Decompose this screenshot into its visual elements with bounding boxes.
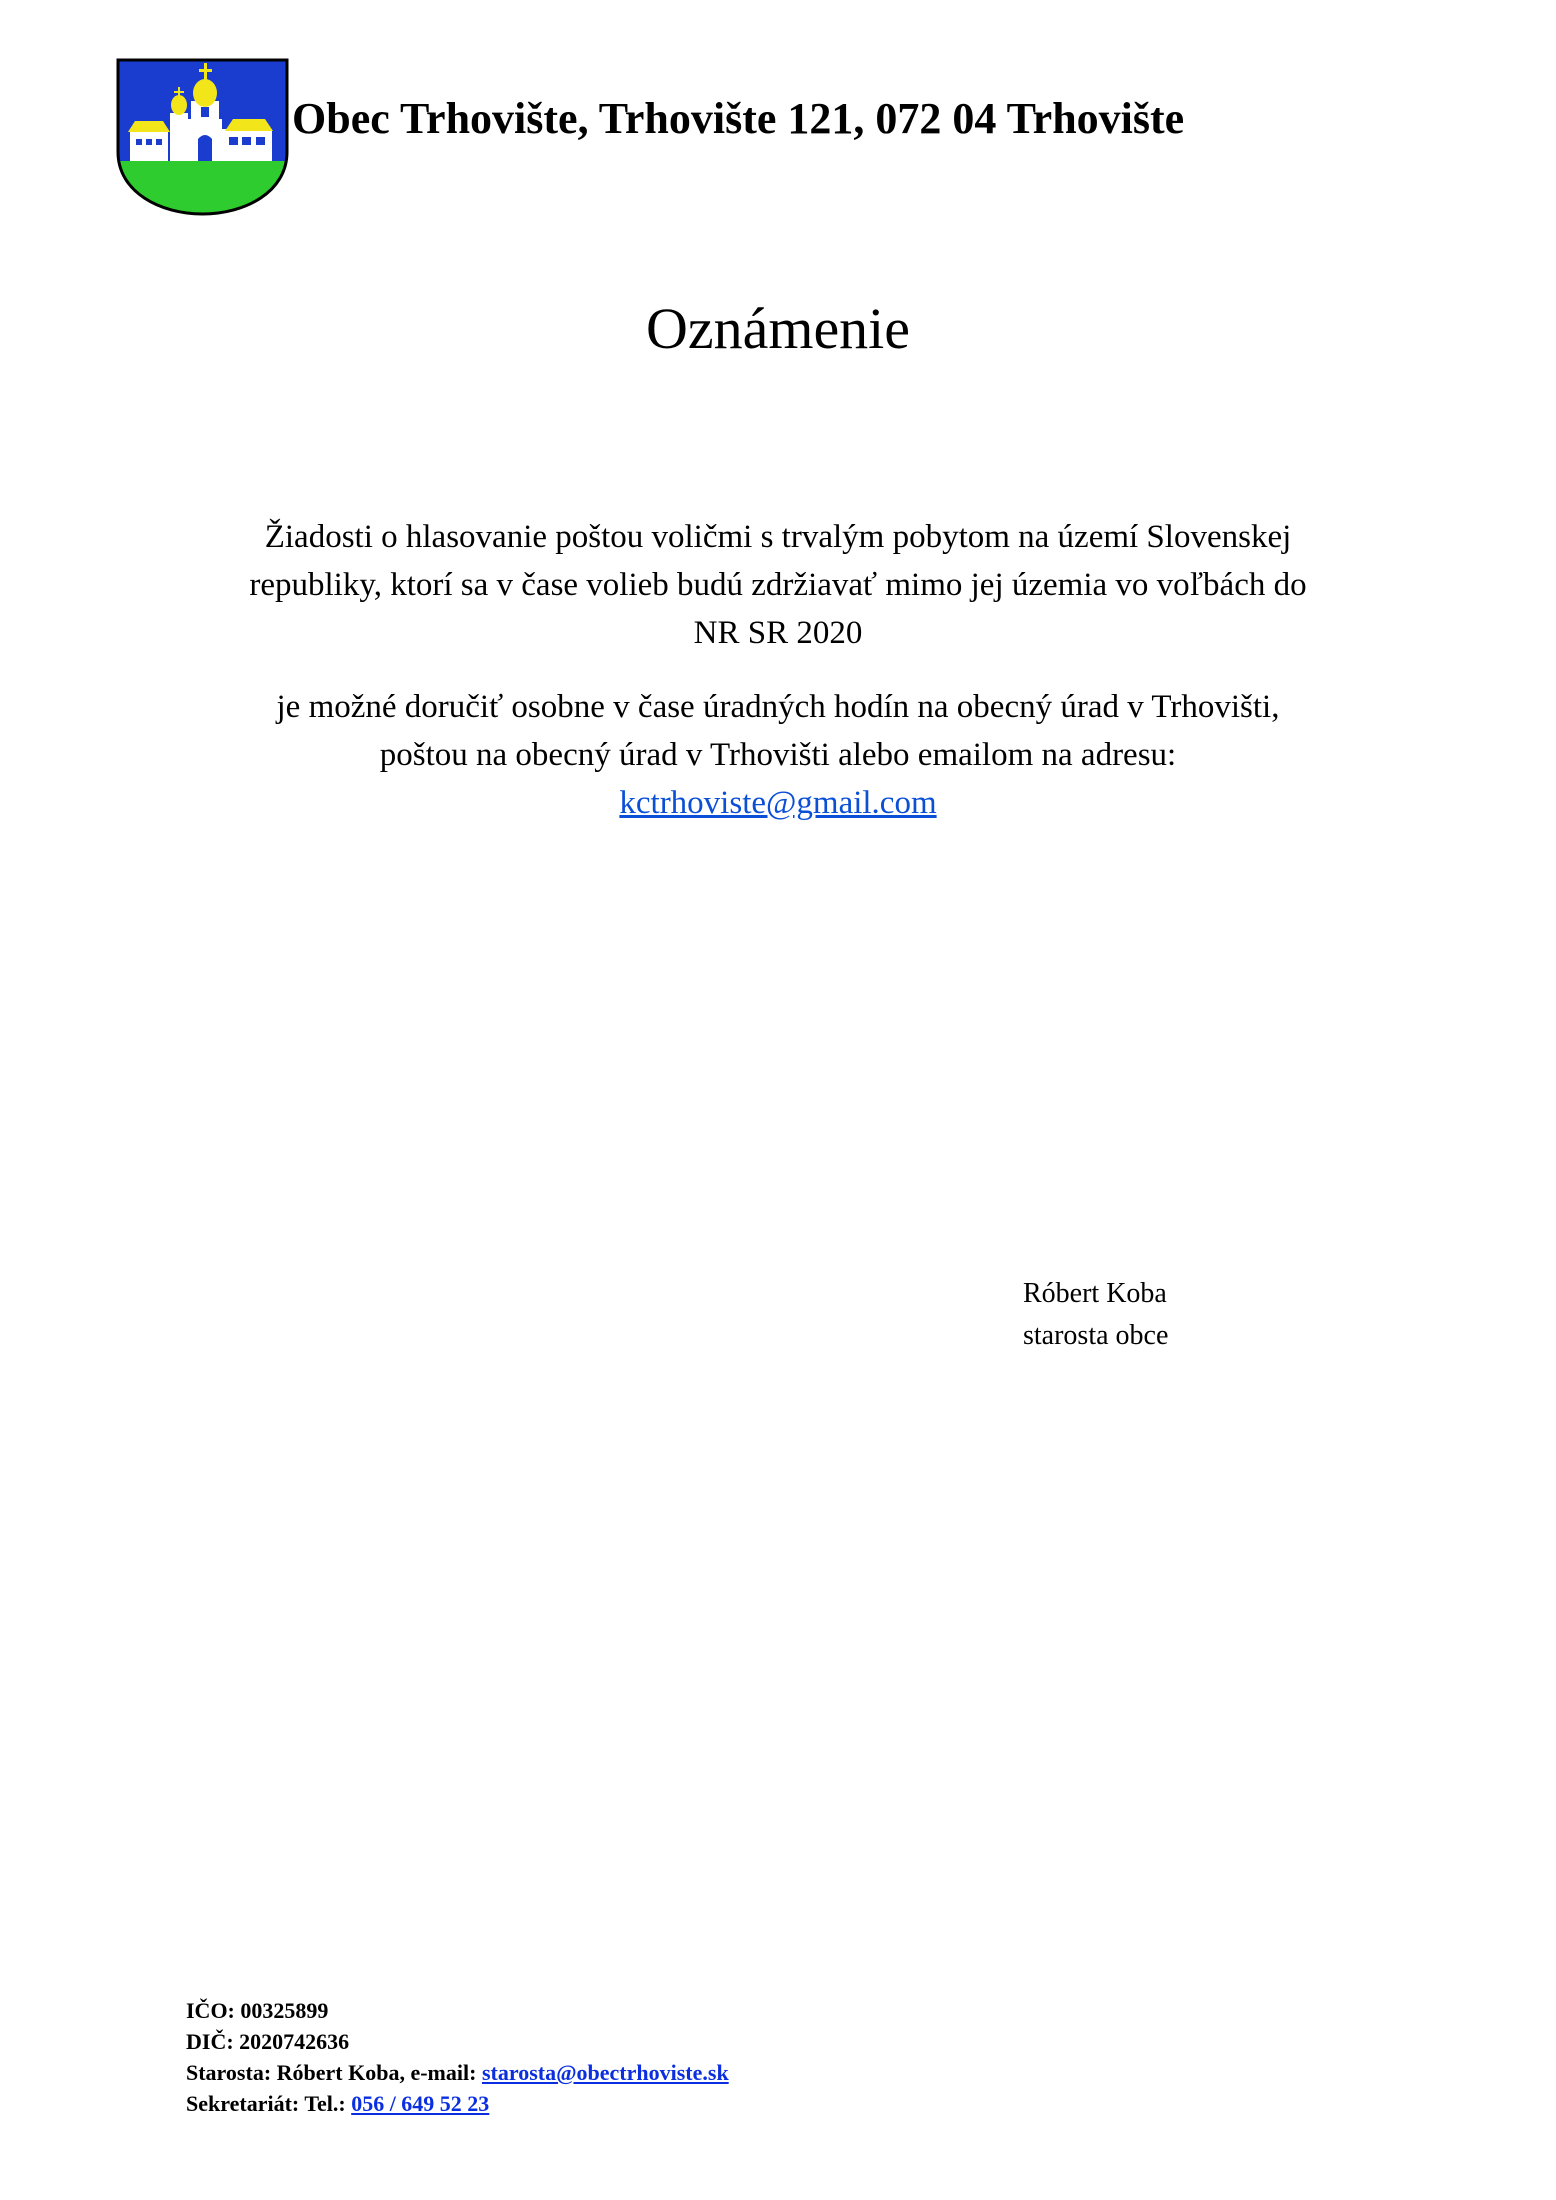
- sekretariat-phone-link[interactable]: 056 / 649 52 23: [351, 2091, 490, 2116]
- footer-dic: [186, 2026, 729, 2057]
- coat-of-arms: [115, 57, 290, 217]
- starosta-label: Starosta: Róbert Koba, e-mail:: [186, 2060, 477, 2085]
- paragraph-1-line-1: Žiadosti o hlasovanie poštou voličmi s trvalým pobytom na území Slovenskej: [264, 519, 1292, 555]
- municipality-header: Obec Trhovište, Trhovište 121, 072 04 Trhovište: [292, 94, 1185, 143]
- contact-email-link[interactable]: kctrhoviste@gmail.com: [619, 785, 937, 821]
- paragraph-2-line-2: poštou na obecný úrad v Trhovišti alebo emailom na adresu:: [379, 737, 1177, 773]
- paragraph-1-line-3: NR SR 2020: [693, 615, 863, 651]
- footer-info: [186, 1995, 729, 2119]
- paragraph-2-line-1: je možné doručiť osobne v čase úradných hodín na obecný úrad v Trhovišti,: [276, 689, 1280, 725]
- signature-name: Róbert Koba: [1023, 1278, 1167, 1309]
- paragraph-1-line-2: republiky, ktorí sa v čase volieb budú zdržiavať mimo jej územia vo voľbách do: [249, 567, 1307, 603]
- starosta-email-link[interactable]: starosta@obectrhoviste.sk: [481, 2060, 729, 2085]
- signature-role: starosta obce: [1023, 1320, 1169, 1351]
- ico-label: IČO:: [186, 1998, 235, 2023]
- footer-ico: [186, 1995, 729, 2026]
- announcement-paragraph-1: [130, 513, 1426, 657]
- sekretariat-label: Sekretariát: Tel.:: [186, 2091, 346, 2116]
- document-title: Oznámenie: [645, 296, 911, 361]
- dic-label: DIČ:: [186, 2029, 234, 2054]
- footer-sekretariat: [186, 2088, 729, 2119]
- footer-starosta: [186, 2057, 729, 2088]
- announcement-paragraph-2: [130, 683, 1426, 827]
- dic-value: 2020742636: [239, 2029, 350, 2054]
- coat-of-arms-icon: [115, 57, 290, 217]
- signature-block: [1023, 1273, 1168, 1357]
- ico-value: 00325899: [240, 1998, 329, 2023]
